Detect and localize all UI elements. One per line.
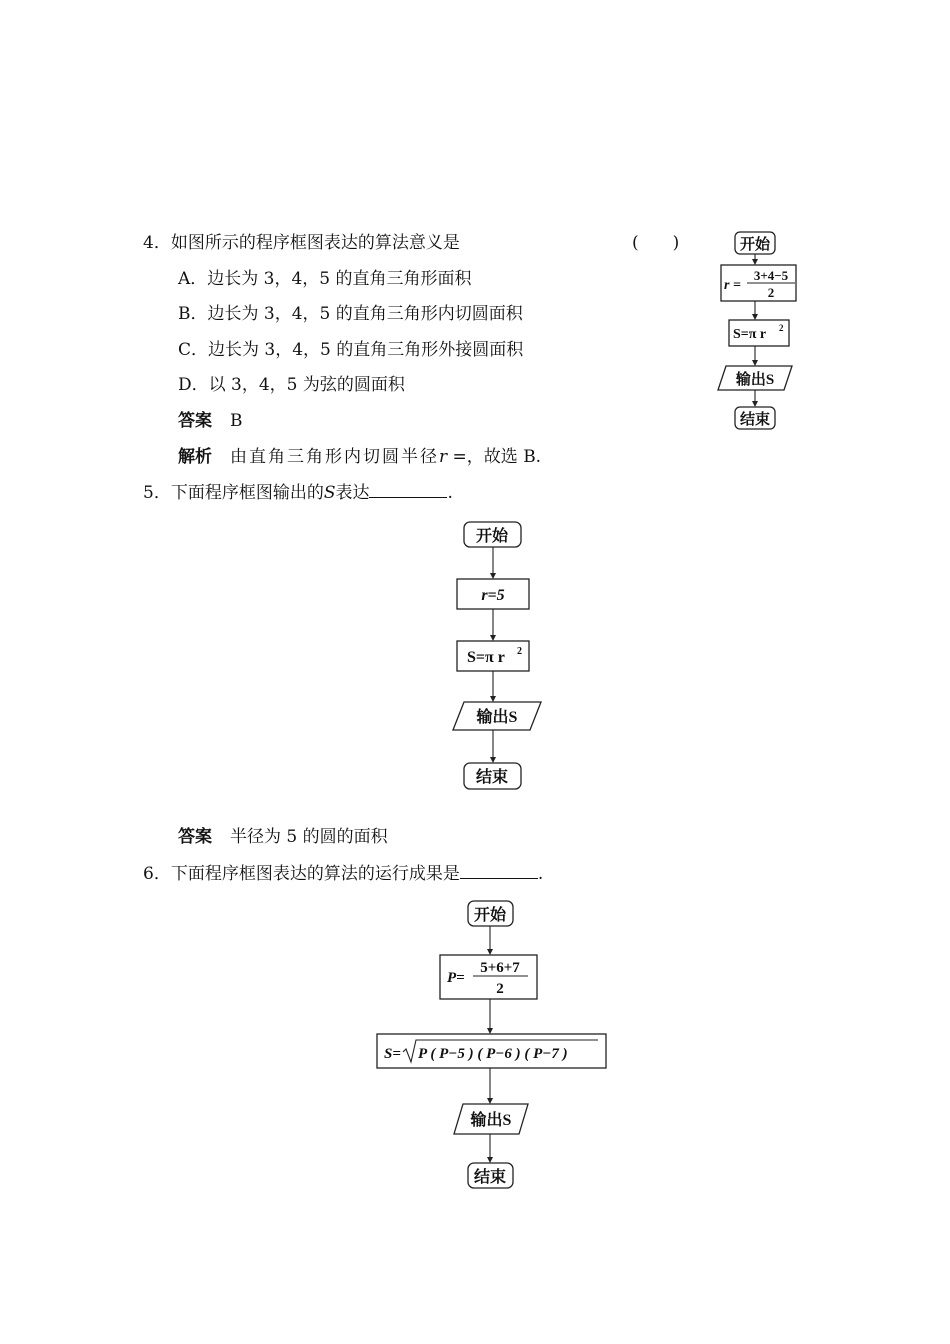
q6-flowchart: [377, 901, 606, 1188]
q4-option-b: B．边长为 3，4，5 的直角三角形内切圆面积: [178, 304, 523, 324]
q4-option-a: A．边长为 3，4，5 的直角三角形面积: [178, 269, 472, 289]
q6-p-lhs: P=: [447, 970, 465, 986]
q4-analysis-prefix: 由直角三角形内切圆半径: [230, 447, 439, 467]
q5-end-label: 结束: [475, 769, 509, 786]
q4-flowchart: [718, 232, 796, 429]
q4-s-exponent: 2: [779, 323, 784, 333]
q5-start-label: 开始: [475, 528, 509, 545]
q5-s-text: S=π r: [467, 649, 505, 666]
q4-answer: B: [230, 411, 243, 431]
q5-output-label: 输出S: [476, 709, 518, 726]
q6-end-label: 结束: [473, 1169, 507, 1186]
q5-assign-label: r=5: [481, 587, 505, 604]
q4-r-numerator: 3+4−5: [753, 268, 789, 283]
q5-flowchart: [453, 522, 541, 789]
q4-start-label: 开始: [739, 237, 771, 253]
q4-number: 4．: [143, 233, 171, 253]
q5-stem-before: 下面程序框图输出的: [170, 483, 324, 503]
q4-r-denominator: 2: [767, 285, 775, 300]
q4-option-c: C．边长为 3，4，5 的直角三角形外接圆面积: [178, 340, 524, 360]
q5-s-exponent: 2: [517, 646, 522, 657]
q4-option-d: D．以 3，4，5 为弦的圆面积: [178, 375, 405, 395]
q5-number: 5．: [143, 483, 171, 503]
q5-answer-label: 答案: [178, 827, 212, 847]
q5-stem-var: S: [323, 483, 336, 503]
q6-s-lhs: S=: [384, 1046, 401, 1062]
q6-start-label: 开始: [473, 907, 507, 924]
q4-end-label: 结束: [739, 412, 771, 428]
q6-output-label: 输出S: [470, 1112, 512, 1129]
q4-analysis-label: 解析: [178, 447, 212, 467]
q6-number: 6．: [143, 864, 171, 884]
q4-stem: 如图所示的程序框图表达的算法意义是: [170, 233, 460, 253]
q6-stem-end: .: [537, 864, 544, 884]
q6-stem: 下面程序框图表达的算法的运行成果是: [170, 864, 460, 884]
q6-s-radicand: P ( P−5 ) ( P−6 ) ( P−7 ): [418, 1046, 568, 1062]
q6-p-denominator: 2: [496, 981, 504, 997]
q5-stem-after: 表达: [335, 483, 370, 503]
q6-p-numerator: 5+6+7: [480, 960, 520, 976]
q5-stem-end: .: [447, 483, 453, 503]
q5-answer: 半径为 5 的圆的面积: [230, 827, 388, 847]
q4-analysis-suffix: =，故选 B.: [452, 447, 542, 467]
q4-answer-label: 答案: [178, 411, 212, 431]
q4-r-lhs: r =: [724, 278, 741, 293]
q4-paren: ( ): [632, 233, 680, 253]
q4-s-text: S=π r: [733, 327, 767, 342]
q4-analysis-var: r: [439, 447, 448, 467]
q4-output-label: 输出S: [735, 372, 775, 388]
